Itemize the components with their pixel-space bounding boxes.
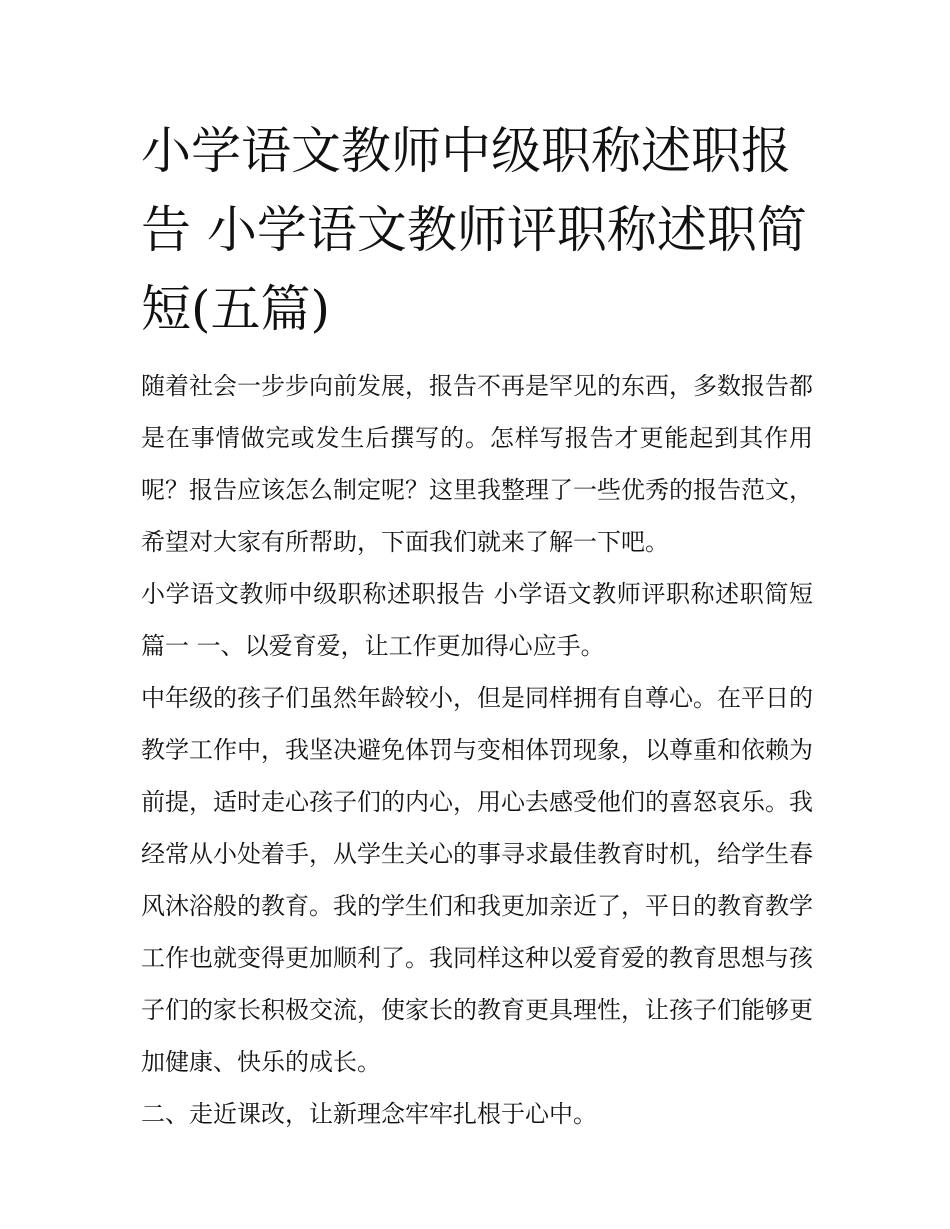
paragraph-section-two: 二、走近课改，让新理念牢牢扎根于心中。: [141, 1100, 597, 1128]
paragraph-intro: 随着社会一步步向前发展，报告不再是罕见的东西，多数报告都是在事情做完或发生后撰写的。怎样写报告才更能起到其作用呢？报告应该怎么制定呢？这里我整理了一些优秀的报告范文，希望对大家有所帮助，下面我们就来了解一下吧。: [141, 372, 813, 556]
paragraph-body: 中年级的孩子们虽然年龄较小，但是同样拥有自尊心。在平日的教学工作中，我坚决避免体罚与变相体罚现象，以尊重和依赖为前提，适时走心孩子们的内心，用心去感受他们的喜怒哀乐。我经常从小处着手，从学生关心的事寻求最佳教育时机，给学生春风沐浴般的教育。我的学生们和我更加亲近了，平日的教育教学工作也就变得更加顺利了。我同样这种以爱育爱的教育思想与孩子们的家长积极交流，使家长的教育更具理性，让孩子们能够更加健康、快乐的成长。: [141, 684, 813, 1076]
document-page: [141, 112, 813, 1140]
document-title: 小学语文教师中级职称述职报告 小学语文教师评职称述职简短(五篇): [141, 122, 807, 338]
paragraph-section-heading: 小学语文教师中级职称述职报告 小学语文教师评职称述职简短篇一 一、以爱育爱，让工作更加得心应手。: [141, 580, 813, 660]
